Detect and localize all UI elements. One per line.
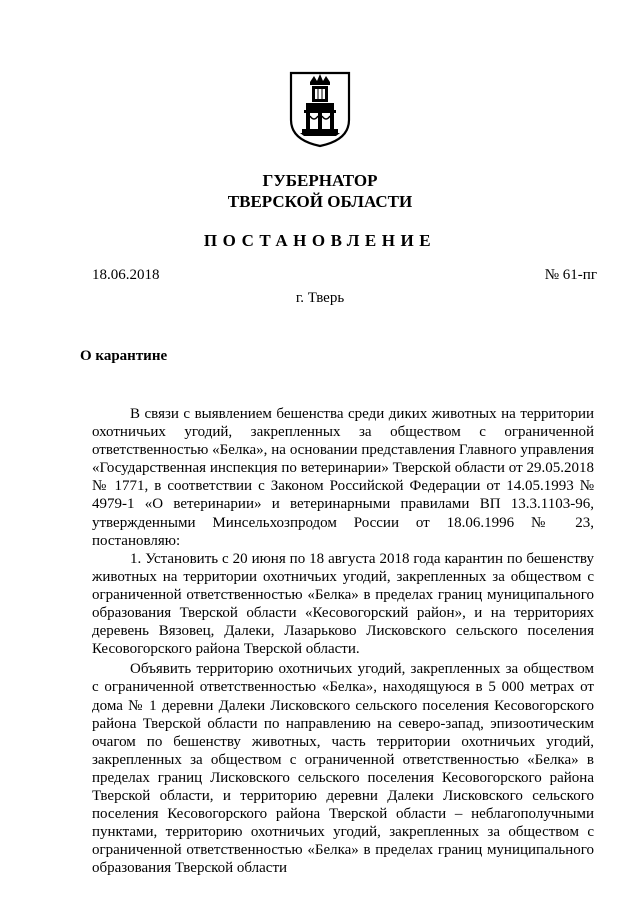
tver-coat-of-arms-icon [288, 70, 352, 148]
body-paragraph: 1. Установить с 20 июня по 18 августа 2018 года карантин по бешенству животных на территории охотничьих угодий, закрепленных за обществом с ограниченной ответственностью «Белка» в пределах границ муниципального образования Тверской области «Кесовогорский район», и на территориях деревень Вязовец, Далеки, Лазарьково Лисковского сельского поселения Кесовогорского района Тверской области. [92, 550, 594, 658]
document-type-heading: ПОСТАНОВЛЕНИЕ [203, 231, 437, 250]
document-city: г. Тверь [295, 290, 345, 306]
body-paragraph: Объявить территорию охотничьих угодий, закрепленных за обществом с ограниченной ответственностью «Белка», находящуюся в 5 000 метрах от дома № 1 деревни Далеки Лисковского сельского поселения Кесовогорского района Тверской области по направлению на северо-запад, эпизоотическим очагом по бешенству животных, часть территории охотничьих угодий, закрепленных за обществом с ограниченной ответственностью «Белка» в пределах границ Лисковского сельского поселения Кесовогорского района Тверской области, и территорию деревни Далеки Лисковского сельского поселения Кесовогорского района Тверской области – неблагополучными пунктами, территорию охотничьих угодий, закрепленных за обществом с ограниченной ответственностью «Белка» в пределах границ муниципального образования Тверской области [92, 661, 594, 877]
document-body [92, 405, 594, 877]
authority-title-line2: ТВЕРСКОЙ ОБЛАСТИ [227, 192, 413, 211]
body-paragraph: В связи с выявлением бешенства среди диких животных на территории охотничьих угодий, закрепленных за обществом с ограниченной ответственностью «Белка», на основании представления Главного управления «Государственная инспекция по ветеринарии» Тверской области от 29.05.2018 № 1771, в соответствии с Законом Российской Федерации от 14.05.1993 № 4979-1 «О ветеринарии» и ветеринарными правилами ВП 13.3.1103-96, утвержденными Минсельхозпродом России от 18.06.1996 № 23, постановляю: [92, 406, 594, 549]
document-number: № 61-пг [544, 267, 597, 283]
authority-title-line1: ГУБЕРНАТОР [262, 171, 378, 190]
document-date: 18.06.2018 [92, 267, 160, 283]
document-subject: О карантине [80, 348, 168, 364]
